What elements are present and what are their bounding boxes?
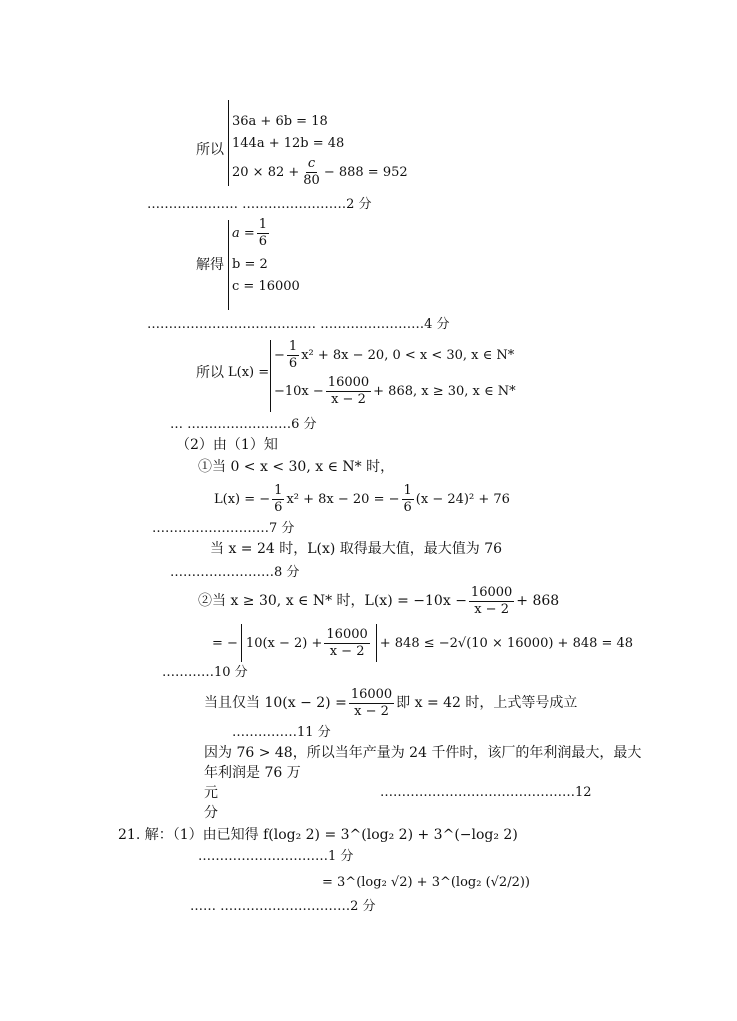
case1-max: 当 x = 24 时，L(x) 取得最大值，最大值为 76 [210, 541, 503, 557]
equation-part: 即 x = 42 时，上式等号成立 [396, 695, 578, 712]
conclusion-line-2: 年利润是 76 万 [204, 765, 301, 781]
label-suoyi-2: 所以 [196, 365, 224, 381]
equation-part: (x − 24)² + 76 [415, 491, 510, 507]
fraction-numerator: 16000 [350, 687, 393, 702]
function-lhs: L(x) = [228, 365, 270, 380]
conclusion-line-1: 因为 76 > 48，所以当年产量为 24 千件时，该厂的年利润最大，最大 [204, 745, 642, 761]
fraction-denominator: x − 2 [474, 601, 509, 617]
equation-part: + 848 ≤ −2√(10 × 16000) + 848 = 48 [379, 635, 634, 651]
fraction-numerator: 16000 [470, 585, 513, 600]
fraction [326, 376, 371, 406]
equation-part: = − [212, 635, 238, 651]
score-dots: …………10 分 [162, 665, 248, 680]
score-dots: …………………………1 分 [198, 849, 354, 864]
fraction [469, 586, 514, 616]
fraction-denominator: x − 2 [329, 643, 365, 659]
part2-intro: （2）由（1）知 [176, 437, 278, 453]
equation-line [232, 218, 271, 248]
fraction-numerator: 16000 [326, 626, 368, 642]
equation-part: 10(x − 2) + [245, 635, 323, 651]
fraction-denominator: 6 [403, 499, 412, 515]
case1-equation [214, 484, 510, 514]
label-jiede: 解得 [196, 257, 224, 273]
fraction [287, 340, 299, 370]
score-dots: …… …………………………2 分 [190, 899, 376, 914]
equation-line: 36a + 6b = 18 [232, 114, 328, 129]
equation-line: b = 2 [232, 257, 268, 272]
fraction-numerator: 1 [403, 483, 412, 498]
equation-line: c = 16000 [232, 279, 300, 294]
fraction [301, 157, 322, 187]
equality-condition [204, 688, 577, 718]
fraction [272, 484, 284, 514]
equation-part: 20 × 82 + [232, 164, 300, 180]
equation-part: − [274, 347, 285, 363]
fraction-numerator: 16000 [327, 375, 370, 390]
equation-part: −10x − [274, 383, 324, 399]
equation-part: ②当 x ≥ 30, x ∈ N* 时，L(x) = −10x − [198, 593, 467, 610]
case2-inequality [212, 624, 633, 662]
label-suoyi-1: 所以 [196, 142, 224, 158]
fraction-denominator: 6 [274, 499, 283, 515]
equation-part: x² + 8x − 20, 0 < x < 30, x ∈ N* [301, 347, 515, 363]
q21-heading: 21. 解：（1）由已知得 f(log₂ 2) = 3^(log₂ 2) + 3^(−log₂ 2) [118, 827, 518, 843]
score-dots: ……………11 分 [232, 725, 331, 740]
score-dots: ………………………………… ……………………4 分 [147, 317, 450, 332]
fraction [402, 484, 414, 514]
score-dots: ………………… ……………………2 分 [147, 197, 372, 212]
fraction-denominator: 6 [288, 355, 298, 371]
fraction [349, 688, 394, 718]
equation-line: 144a + 12b = 48 [232, 136, 345, 151]
score-dots: ……………………8 分 [170, 565, 300, 580]
q21-line-2: = 3^(log₂ √2) + 3^(log₂ (√2/2)) [322, 875, 530, 890]
fraction [257, 218, 269, 248]
equation-part: x² + 8x − 20 = − [286, 491, 400, 507]
fraction-denominator: 6 [258, 233, 268, 249]
score-dots: ………………………………………12 [380, 785, 592, 800]
case2-condition [198, 586, 559, 616]
equation-part: − 888 = 952 [323, 164, 408, 180]
fraction-denominator: x − 2 [331, 391, 366, 407]
equation-line [232, 157, 408, 187]
conclusion-line-3: 元 [204, 785, 218, 801]
fraction-denominator: x − 2 [354, 703, 389, 719]
case1-condition: ①当 0 < x < 30, x ∈ N* 时， [198, 459, 395, 475]
left-brace [228, 100, 229, 186]
fraction-numerator: 1 [258, 217, 268, 232]
equation-part: 当且仅当 10(x − 2) = [204, 695, 347, 712]
piecewise-case-2 [274, 376, 516, 406]
equation-part: + 868, x ≥ 30, x ∈ N* [373, 383, 516, 399]
score-dots: … ……………………6 分 [170, 417, 317, 432]
fraction-denominator: 80 [303, 172, 320, 188]
equation-part: a = [232, 225, 255, 241]
equation-part: L(x) = − [214, 491, 271, 507]
score-dots: ………………………7 分 [152, 521, 295, 536]
left-brace [228, 220, 229, 310]
score-unit: 分 [204, 805, 218, 821]
fraction-numerator: c [307, 156, 316, 171]
fraction-numerator: 1 [274, 483, 283, 498]
piecewise-case-1 [274, 340, 514, 370]
left-brace [270, 340, 271, 412]
fraction-numerator: 1 [288, 339, 298, 354]
fraction [324, 628, 369, 658]
bracket-group [241, 624, 377, 662]
equation-part: + 868 [516, 593, 560, 610]
